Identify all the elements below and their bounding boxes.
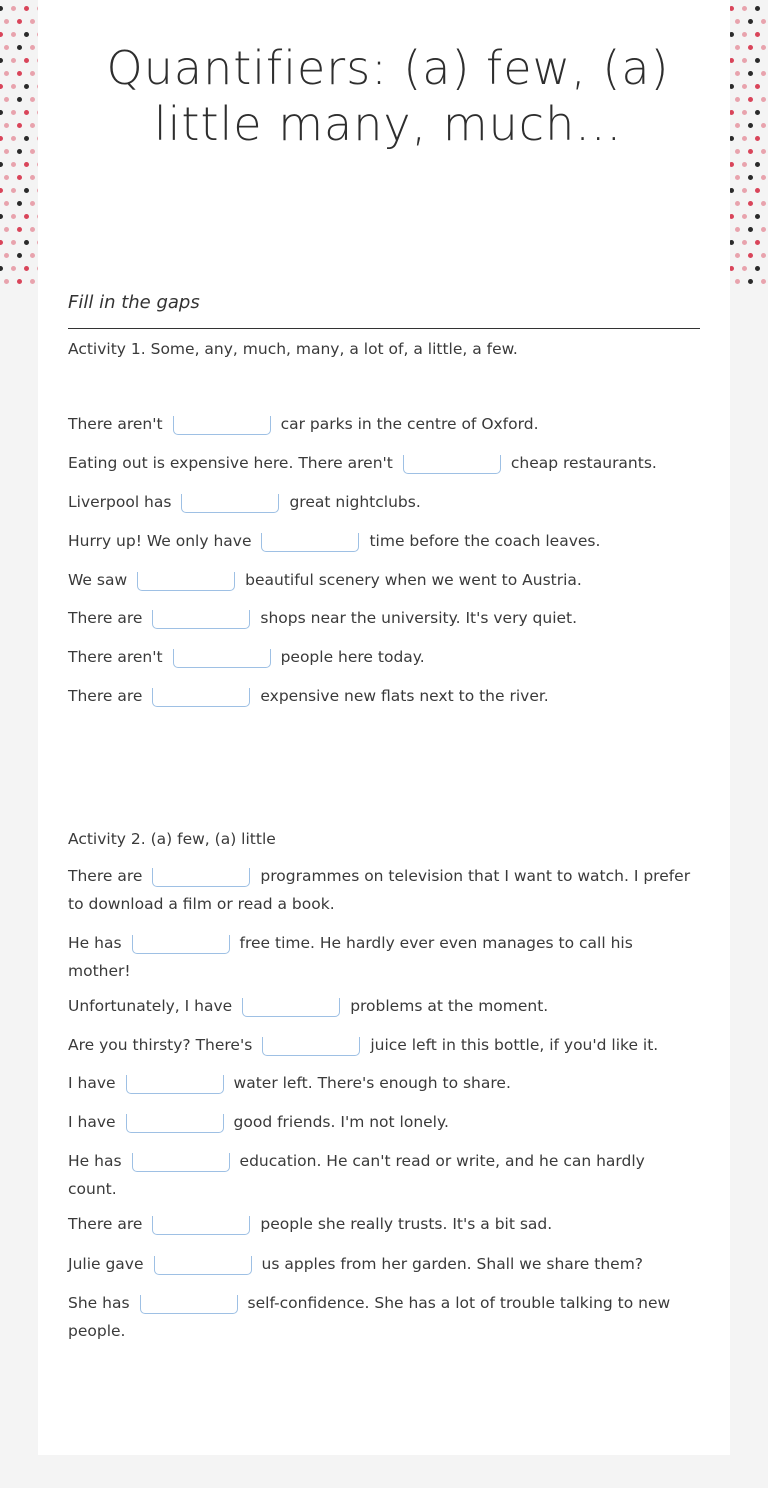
sentence-start: Hurry up! We only have bbox=[68, 532, 252, 550]
sentence-start: She has bbox=[68, 1294, 130, 1312]
dot-left-20 bbox=[4, 71, 9, 76]
dot-left-42 bbox=[24, 136, 29, 141]
dot-right-35 bbox=[755, 110, 760, 115]
dot-right-22 bbox=[748, 71, 753, 76]
sentence-end: shops near the university. It's very quiet. bbox=[260, 609, 578, 627]
gap-input[interactable] bbox=[132, 935, 230, 954]
gap-input[interactable] bbox=[132, 1153, 230, 1172]
sentence-start: Julie gave bbox=[68, 1255, 144, 1273]
sentence-end: cheap restaurants. bbox=[510, 454, 657, 472]
dot-right-62 bbox=[748, 201, 753, 206]
sentence-start: There are bbox=[68, 867, 143, 885]
dot-left-62 bbox=[30, 201, 35, 206]
dot-left-78 bbox=[30, 253, 35, 258]
dot-left-45 bbox=[17, 149, 22, 154]
dot-right-74 bbox=[742, 240, 747, 245]
sentence-start: There are bbox=[68, 687, 143, 705]
sentence-end: beautiful scenery when we went to Austria. bbox=[245, 571, 582, 589]
sentence-start: We saw bbox=[68, 571, 128, 589]
dot-right-61 bbox=[735, 201, 740, 206]
dot-right-78 bbox=[748, 253, 753, 258]
dot-right-13 bbox=[735, 45, 740, 50]
dot-left-1 bbox=[11, 6, 16, 11]
dot-right-7 bbox=[761, 19, 766, 24]
dot-right-27 bbox=[755, 84, 760, 89]
dot-left-18 bbox=[24, 58, 29, 63]
activity1-item-8 bbox=[68, 682, 698, 710]
dot-right-47 bbox=[761, 149, 766, 154]
dot-right-23 bbox=[761, 71, 766, 76]
dot-left-64 bbox=[0, 214, 3, 219]
dot-left-41 bbox=[11, 136, 16, 141]
dot-left-61 bbox=[17, 201, 22, 206]
dot-right-55 bbox=[761, 175, 766, 180]
dot-right-11 bbox=[755, 32, 760, 37]
dot-right-42 bbox=[742, 136, 747, 141]
dot-left-77 bbox=[17, 253, 22, 258]
activity2-item-9 bbox=[68, 1250, 698, 1278]
gap-input[interactable] bbox=[126, 1075, 224, 1094]
dot-left-73 bbox=[11, 240, 16, 245]
dot-left-21 bbox=[17, 71, 22, 76]
sentence-start: There aren't bbox=[68, 415, 163, 433]
dot-right-86 bbox=[748, 279, 753, 284]
dot-left-10 bbox=[24, 32, 29, 37]
gap-input[interactable] bbox=[262, 1037, 360, 1056]
dot-right-85 bbox=[735, 279, 740, 284]
dot-left-81 bbox=[11, 266, 16, 271]
dot-right-46 bbox=[748, 149, 753, 154]
sentence-end: people here today. bbox=[280, 648, 425, 666]
dot-right-3 bbox=[755, 6, 760, 11]
activity2-item-6 bbox=[68, 1108, 698, 1136]
dot-right-26 bbox=[742, 84, 747, 89]
gap-input[interactable] bbox=[181, 494, 279, 513]
dot-left-68 bbox=[4, 227, 9, 232]
gap-input[interactable] bbox=[173, 649, 271, 668]
dot-right-77 bbox=[735, 253, 740, 258]
dot-left-44 bbox=[4, 149, 9, 154]
dot-right-69 bbox=[735, 227, 740, 232]
activity2-item-1 bbox=[68, 862, 698, 918]
dot-right-19 bbox=[755, 58, 760, 63]
gap-input[interactable] bbox=[152, 688, 250, 707]
dot-right-66 bbox=[742, 214, 747, 219]
dot-right-6 bbox=[748, 19, 753, 24]
gap-input[interactable] bbox=[152, 868, 250, 887]
sentence-end: problems at the moment. bbox=[350, 997, 549, 1015]
activity1-item-5 bbox=[68, 566, 698, 594]
dot-right-59 bbox=[755, 188, 760, 193]
dot-right-82 bbox=[742, 266, 747, 271]
activity2-item-4 bbox=[68, 1031, 698, 1059]
dot-right-31 bbox=[761, 97, 766, 102]
worksheet bbox=[38, 0, 730, 1455]
dot-left-84 bbox=[4, 279, 9, 284]
dot-left-86 bbox=[30, 279, 35, 284]
dot-right-2 bbox=[742, 6, 747, 11]
dot-right-18 bbox=[742, 58, 747, 63]
activity-2-title: Activity 2. (a) few, (a) little bbox=[68, 830, 276, 848]
dot-right-5 bbox=[735, 19, 740, 24]
dot-right-58 bbox=[742, 188, 747, 193]
dot-left-50 bbox=[24, 162, 29, 167]
dot-right-39 bbox=[761, 123, 766, 128]
dot-right-21 bbox=[735, 71, 740, 76]
dot-left-36 bbox=[4, 123, 9, 128]
sentence-end: programmes on television that I want to watch. I prefer to download a film or read a book. bbox=[68, 867, 691, 913]
dot-left-26 bbox=[24, 84, 29, 89]
dot-left-46 bbox=[30, 149, 35, 154]
sentence-start: There aren't bbox=[68, 648, 163, 666]
activity-1-title: Activity 1. Some, any, much, many, a lot of, a little, a few. bbox=[68, 340, 518, 358]
dot-left-53 bbox=[17, 175, 22, 180]
dot-left-34 bbox=[24, 110, 29, 115]
dot-left-8 bbox=[0, 32, 3, 37]
gap-input[interactable] bbox=[154, 1256, 252, 1275]
dot-right-70 bbox=[748, 227, 753, 232]
dot-left-74 bbox=[24, 240, 29, 245]
dot-right-38 bbox=[748, 123, 753, 128]
gap-input[interactable] bbox=[261, 533, 359, 552]
dot-left-5 bbox=[17, 19, 22, 24]
page-title: Quantifiers: (a) few, (a) little many, much... bbox=[106, 41, 670, 151]
sentence-start: I have bbox=[68, 1113, 116, 1131]
sentence-end: us apples from her garden. Shall we share them? bbox=[261, 1255, 644, 1273]
sentence-start: He has bbox=[68, 934, 122, 952]
activity2-item-8 bbox=[68, 1210, 698, 1238]
dot-left-49 bbox=[11, 162, 16, 167]
sentence-start: There are bbox=[68, 609, 143, 627]
gap-input[interactable] bbox=[152, 610, 250, 629]
dot-right-87 bbox=[761, 279, 766, 284]
dot-left-60 bbox=[4, 201, 9, 206]
sentence-end: people she really trusts. It's a bit sad. bbox=[260, 1215, 553, 1233]
dot-left-58 bbox=[24, 188, 29, 193]
dot-left-82 bbox=[24, 266, 29, 271]
sentence-start: Liverpool has bbox=[68, 493, 172, 511]
dot-right-54 bbox=[748, 175, 753, 180]
sentence-start: Unfortunately, I have bbox=[68, 997, 233, 1015]
activity2-item-3 bbox=[68, 992, 698, 1020]
activity2-item-2 bbox=[68, 929, 698, 985]
dot-left-85 bbox=[17, 279, 22, 284]
dot-left-52 bbox=[4, 175, 9, 180]
dot-left-66 bbox=[24, 214, 29, 219]
dot-left-38 bbox=[30, 123, 35, 128]
activity2-item-5 bbox=[68, 1069, 698, 1097]
dot-right-71 bbox=[761, 227, 766, 232]
dot-left-37 bbox=[17, 123, 22, 128]
dot-right-29 bbox=[735, 97, 740, 102]
dot-left-30 bbox=[30, 97, 35, 102]
divider bbox=[68, 328, 700, 329]
dot-left-54 bbox=[30, 175, 35, 180]
sentence-end: good friends. I'm not lonely. bbox=[233, 1113, 449, 1131]
sentence-end: water left. There's enough to share. bbox=[233, 1074, 511, 1092]
dot-left-56 bbox=[0, 188, 3, 193]
dot-right-37 bbox=[735, 123, 740, 128]
dot-right-34 bbox=[742, 110, 747, 115]
dot-right-79 bbox=[761, 253, 766, 258]
gap-input[interactable] bbox=[152, 1216, 250, 1235]
gap-input[interactable] bbox=[403, 455, 501, 474]
dot-right-83 bbox=[755, 266, 760, 271]
gap-input[interactable] bbox=[140, 1295, 238, 1314]
sentence-end: great nightclubs. bbox=[289, 493, 421, 511]
dot-right-15 bbox=[761, 45, 766, 50]
activity1-item-3 bbox=[68, 488, 698, 516]
sentence-end: self-confidence. She has a lot of trouble talking to new people. bbox=[68, 1294, 671, 1340]
dot-right-75 bbox=[755, 240, 760, 245]
dot-right-51 bbox=[755, 162, 760, 167]
dot-left-12 bbox=[4, 45, 9, 50]
dot-left-25 bbox=[11, 84, 16, 89]
dot-left-33 bbox=[11, 110, 16, 115]
dot-left-29 bbox=[17, 97, 22, 102]
dot-left-22 bbox=[30, 71, 35, 76]
dot-left-2 bbox=[24, 6, 29, 11]
dot-left-69 bbox=[17, 227, 22, 232]
gap-input[interactable] bbox=[126, 1114, 224, 1133]
sentence-start: I have bbox=[68, 1074, 116, 1092]
activity1-item-2 bbox=[68, 449, 698, 477]
activity1-item-6 bbox=[68, 604, 698, 632]
dot-left-24 bbox=[0, 84, 3, 89]
activity1-item-4 bbox=[68, 527, 698, 555]
dot-left-32 bbox=[0, 110, 3, 115]
dot-left-70 bbox=[30, 227, 35, 232]
sentence-end: time before the coach leaves. bbox=[369, 532, 601, 550]
section-subtitle: Fill in the gaps bbox=[68, 292, 200, 313]
sentence-start: Eating out is expensive here. There aren't bbox=[68, 454, 393, 472]
activity1-item-1 bbox=[68, 410, 698, 438]
dot-right-67 bbox=[755, 214, 760, 219]
dot-left-9 bbox=[11, 32, 16, 37]
dot-left-13 bbox=[17, 45, 22, 50]
dot-left-17 bbox=[11, 58, 16, 63]
dot-right-14 bbox=[748, 45, 753, 50]
sentence-start: He has bbox=[68, 1152, 122, 1170]
dot-right-63 bbox=[761, 201, 766, 206]
dot-right-30 bbox=[748, 97, 753, 102]
dot-left-65 bbox=[11, 214, 16, 219]
dot-right-10 bbox=[742, 32, 747, 37]
dot-left-40 bbox=[0, 136, 3, 141]
gap-input[interactable] bbox=[137, 572, 235, 591]
sentence-start: Are you thirsty? There's bbox=[68, 1036, 253, 1054]
dot-left-80 bbox=[0, 266, 3, 271]
dot-left-57 bbox=[11, 188, 16, 193]
sentence-start: There are bbox=[68, 1215, 143, 1233]
dot-left-4 bbox=[4, 19, 9, 24]
activity2-item-10 bbox=[68, 1289, 698, 1345]
dot-left-14 bbox=[30, 45, 35, 50]
activity2-item-7 bbox=[68, 1147, 698, 1203]
dot-right-53 bbox=[735, 175, 740, 180]
sentence-end: car parks in the centre of Oxford. bbox=[280, 415, 539, 433]
dot-left-76 bbox=[4, 253, 9, 258]
dot-right-50 bbox=[742, 162, 747, 167]
activity1-item-7 bbox=[68, 643, 698, 671]
dot-left-16 bbox=[0, 58, 3, 63]
dot-left-28 bbox=[4, 97, 9, 102]
sentence-end: expensive new flats next to the river. bbox=[260, 687, 549, 705]
sentence-end: juice left in this bottle, if you'd like it. bbox=[370, 1036, 659, 1054]
dot-left-48 bbox=[0, 162, 3, 167]
sentence-end: free time. He hardly ever even manages to call his mother! bbox=[68, 934, 633, 980]
dot-left-0 bbox=[0, 6, 3, 11]
dot-right-45 bbox=[735, 149, 740, 154]
gap-input[interactable] bbox=[242, 998, 340, 1017]
dot-left-6 bbox=[30, 19, 35, 24]
dot-left-72 bbox=[0, 240, 3, 245]
sentence-end: education. He can't read or write, and he can hardly count. bbox=[68, 1152, 645, 1198]
dot-right-43 bbox=[755, 136, 760, 141]
gap-input[interactable] bbox=[173, 416, 271, 435]
